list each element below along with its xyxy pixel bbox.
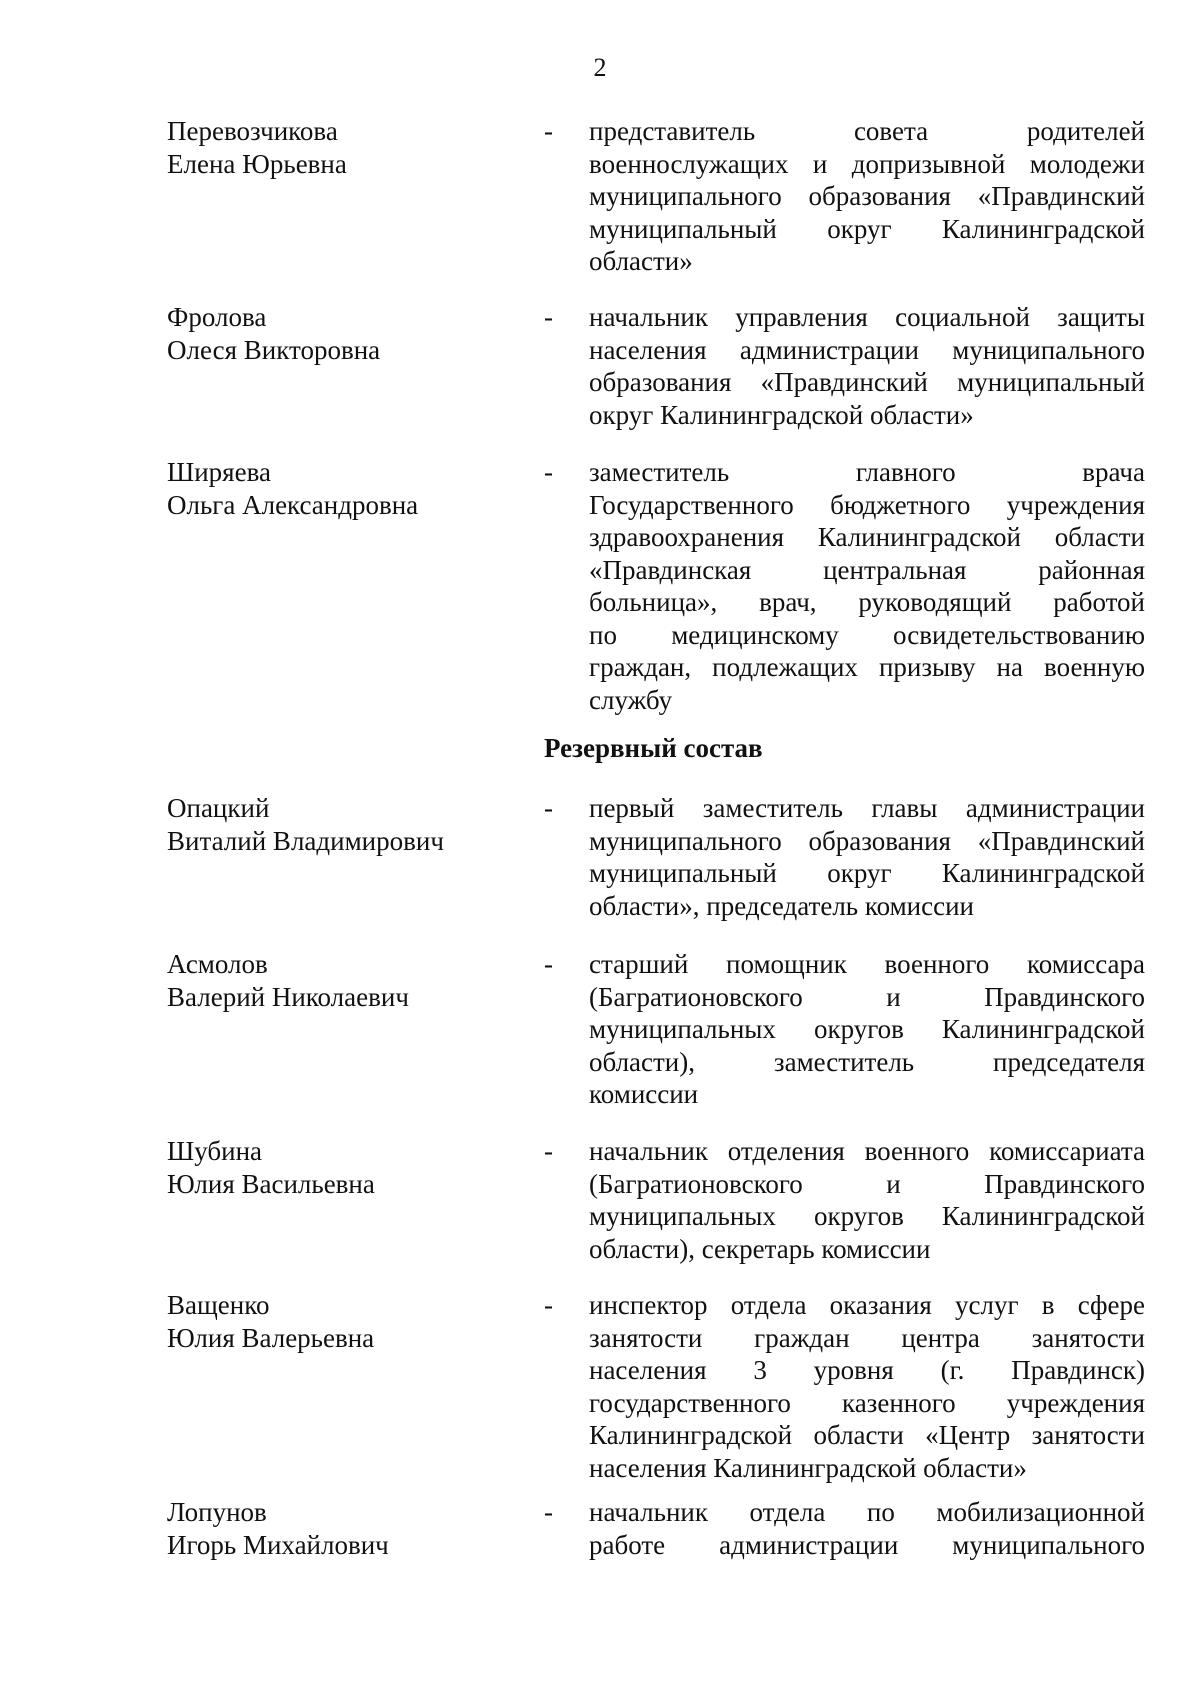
role-line: населения 3 уровня (г. Правдинск)	[589, 1355, 1145, 1385]
member-surname: Ширяева	[167, 457, 271, 487]
role-line: представитель совета родителей	[589, 116, 1145, 146]
role-line: начальник управления социальной защиты	[589, 302, 1145, 332]
dash-separator: -	[544, 1497, 553, 1527]
dash-separator: -	[544, 302, 553, 332]
role-line: старший помощник военного комиссара	[589, 949, 1145, 979]
role-line: службу	[589, 684, 673, 715]
member-role	[589, 1289, 1145, 1484]
member-name	[167, 948, 527, 1013]
role-line: здравоохранения Калининградской области	[589, 522, 1145, 552]
role-line: округ Калининградской области»	[589, 399, 974, 430]
member-surname: Ващенко	[167, 1290, 270, 1320]
role-line: граждан, подлежащих призыву на военную	[589, 652, 1145, 682]
role-line: области»	[589, 246, 693, 276]
member-name	[167, 1496, 527, 1561]
role-line: Государственного бюджетного учреждения	[589, 489, 1145, 520]
member-surname: Перевозчикова	[167, 116, 338, 146]
role-line: области), секретарь комиссии	[589, 1233, 931, 1264]
role-line: заместитель главного врача	[589, 457, 1145, 487]
member-given-names: Ольга Александровна	[167, 489, 419, 520]
page-number: 2	[593, 53, 607, 82]
dash-separator: -	[544, 949, 553, 979]
role-line: инспектор отдела оказания услуг в сфере	[589, 1290, 1145, 1320]
role-line: комиссии	[589, 1079, 699, 1109]
role-line: области), заместитель председателя	[589, 1046, 1145, 1077]
role-line: муниципальный округ Калининградской	[589, 213, 1145, 244]
dash-separator: -	[544, 1290, 553, 1320]
member-role	[589, 301, 1145, 431]
member-given-names: Юлия Валерьевна	[167, 1322, 375, 1353]
role-line: начальник отдела по мобилизационной	[589, 1497, 1145, 1527]
role-line: по медицинскому освидетельствованию	[589, 619, 1145, 650]
member-name	[167, 115, 527, 180]
member-given-names: Юлия Васильевна	[167, 1168, 375, 1199]
member-given-names: Олеся Викторовна	[167, 334, 381, 365]
member-surname: Шубина	[167, 1136, 263, 1166]
role-line: начальник отделения военного комиссариата	[589, 1136, 1145, 1166]
role-line: муниципальный округ Калининградской	[589, 858, 1145, 888]
role-line: населения Калининградской области»	[589, 1452, 1027, 1483]
role-line: больница», врач, руководящий работой	[589, 587, 1145, 617]
member-given-names: Валерий Николаевич	[167, 981, 409, 1012]
member-given-names: Виталий Владимирович	[167, 825, 444, 856]
member-name	[167, 1289, 527, 1354]
role-line: работе администрации муниципального	[589, 1529, 1145, 1560]
reserve-section-heading: Резервный состав	[544, 733, 763, 763]
member-surname: Опацкий	[167, 793, 270, 823]
member-role	[589, 792, 1145, 922]
member-role	[589, 1135, 1145, 1265]
role-line: первый заместитель главы администрации	[589, 793, 1145, 823]
member-role	[589, 115, 1145, 278]
member-role	[589, 948, 1145, 1111]
role-line: Калининградской области «Центр занятости	[589, 1420, 1145, 1450]
dash-separator: -	[544, 793, 553, 823]
role-line: муниципального образования «Правдинский	[589, 181, 1145, 211]
role-line: муниципальных округов Калининградской	[589, 1014, 1145, 1044]
role-line: образования «Правдинский муниципальный	[589, 367, 1145, 397]
member-name	[167, 792, 527, 857]
member-name	[167, 1135, 527, 1200]
member-given-names: Игорь Михайлович	[167, 1529, 389, 1560]
member-role	[589, 1496, 1145, 1561]
member-name	[167, 301, 527, 366]
role-line: области», председатель комиссии	[589, 890, 974, 921]
member-name	[167, 456, 527, 521]
dash-separator: -	[544, 457, 553, 487]
role-line: «Правдинская центральная районная	[589, 554, 1145, 585]
member-given-names: Елена Юрьевна	[167, 148, 347, 179]
member-role	[589, 456, 1145, 716]
role-line: муниципальных округов Калининградской	[589, 1201, 1145, 1231]
member-surname: Лопунов	[167, 1497, 267, 1527]
dash-separator: -	[544, 1136, 553, 1166]
role-line: государственного казенного учреждения	[589, 1387, 1145, 1418]
member-surname: Асмолов	[167, 949, 268, 979]
role-line: (Багратионовского и Правдинского	[589, 981, 1145, 1012]
role-line: занятости граждан центра занятости	[589, 1322, 1145, 1353]
dash-separator: -	[544, 116, 553, 146]
role-line: военнослужащих и допризывной молодежи	[589, 148, 1145, 179]
role-line: (Багратионовского и Правдинского	[589, 1168, 1145, 1199]
role-line: муниципального образования «Правдинский	[589, 825, 1145, 856]
role-line: населения администрации муниципального	[589, 334, 1145, 365]
member-surname: Фролова	[167, 302, 267, 332]
